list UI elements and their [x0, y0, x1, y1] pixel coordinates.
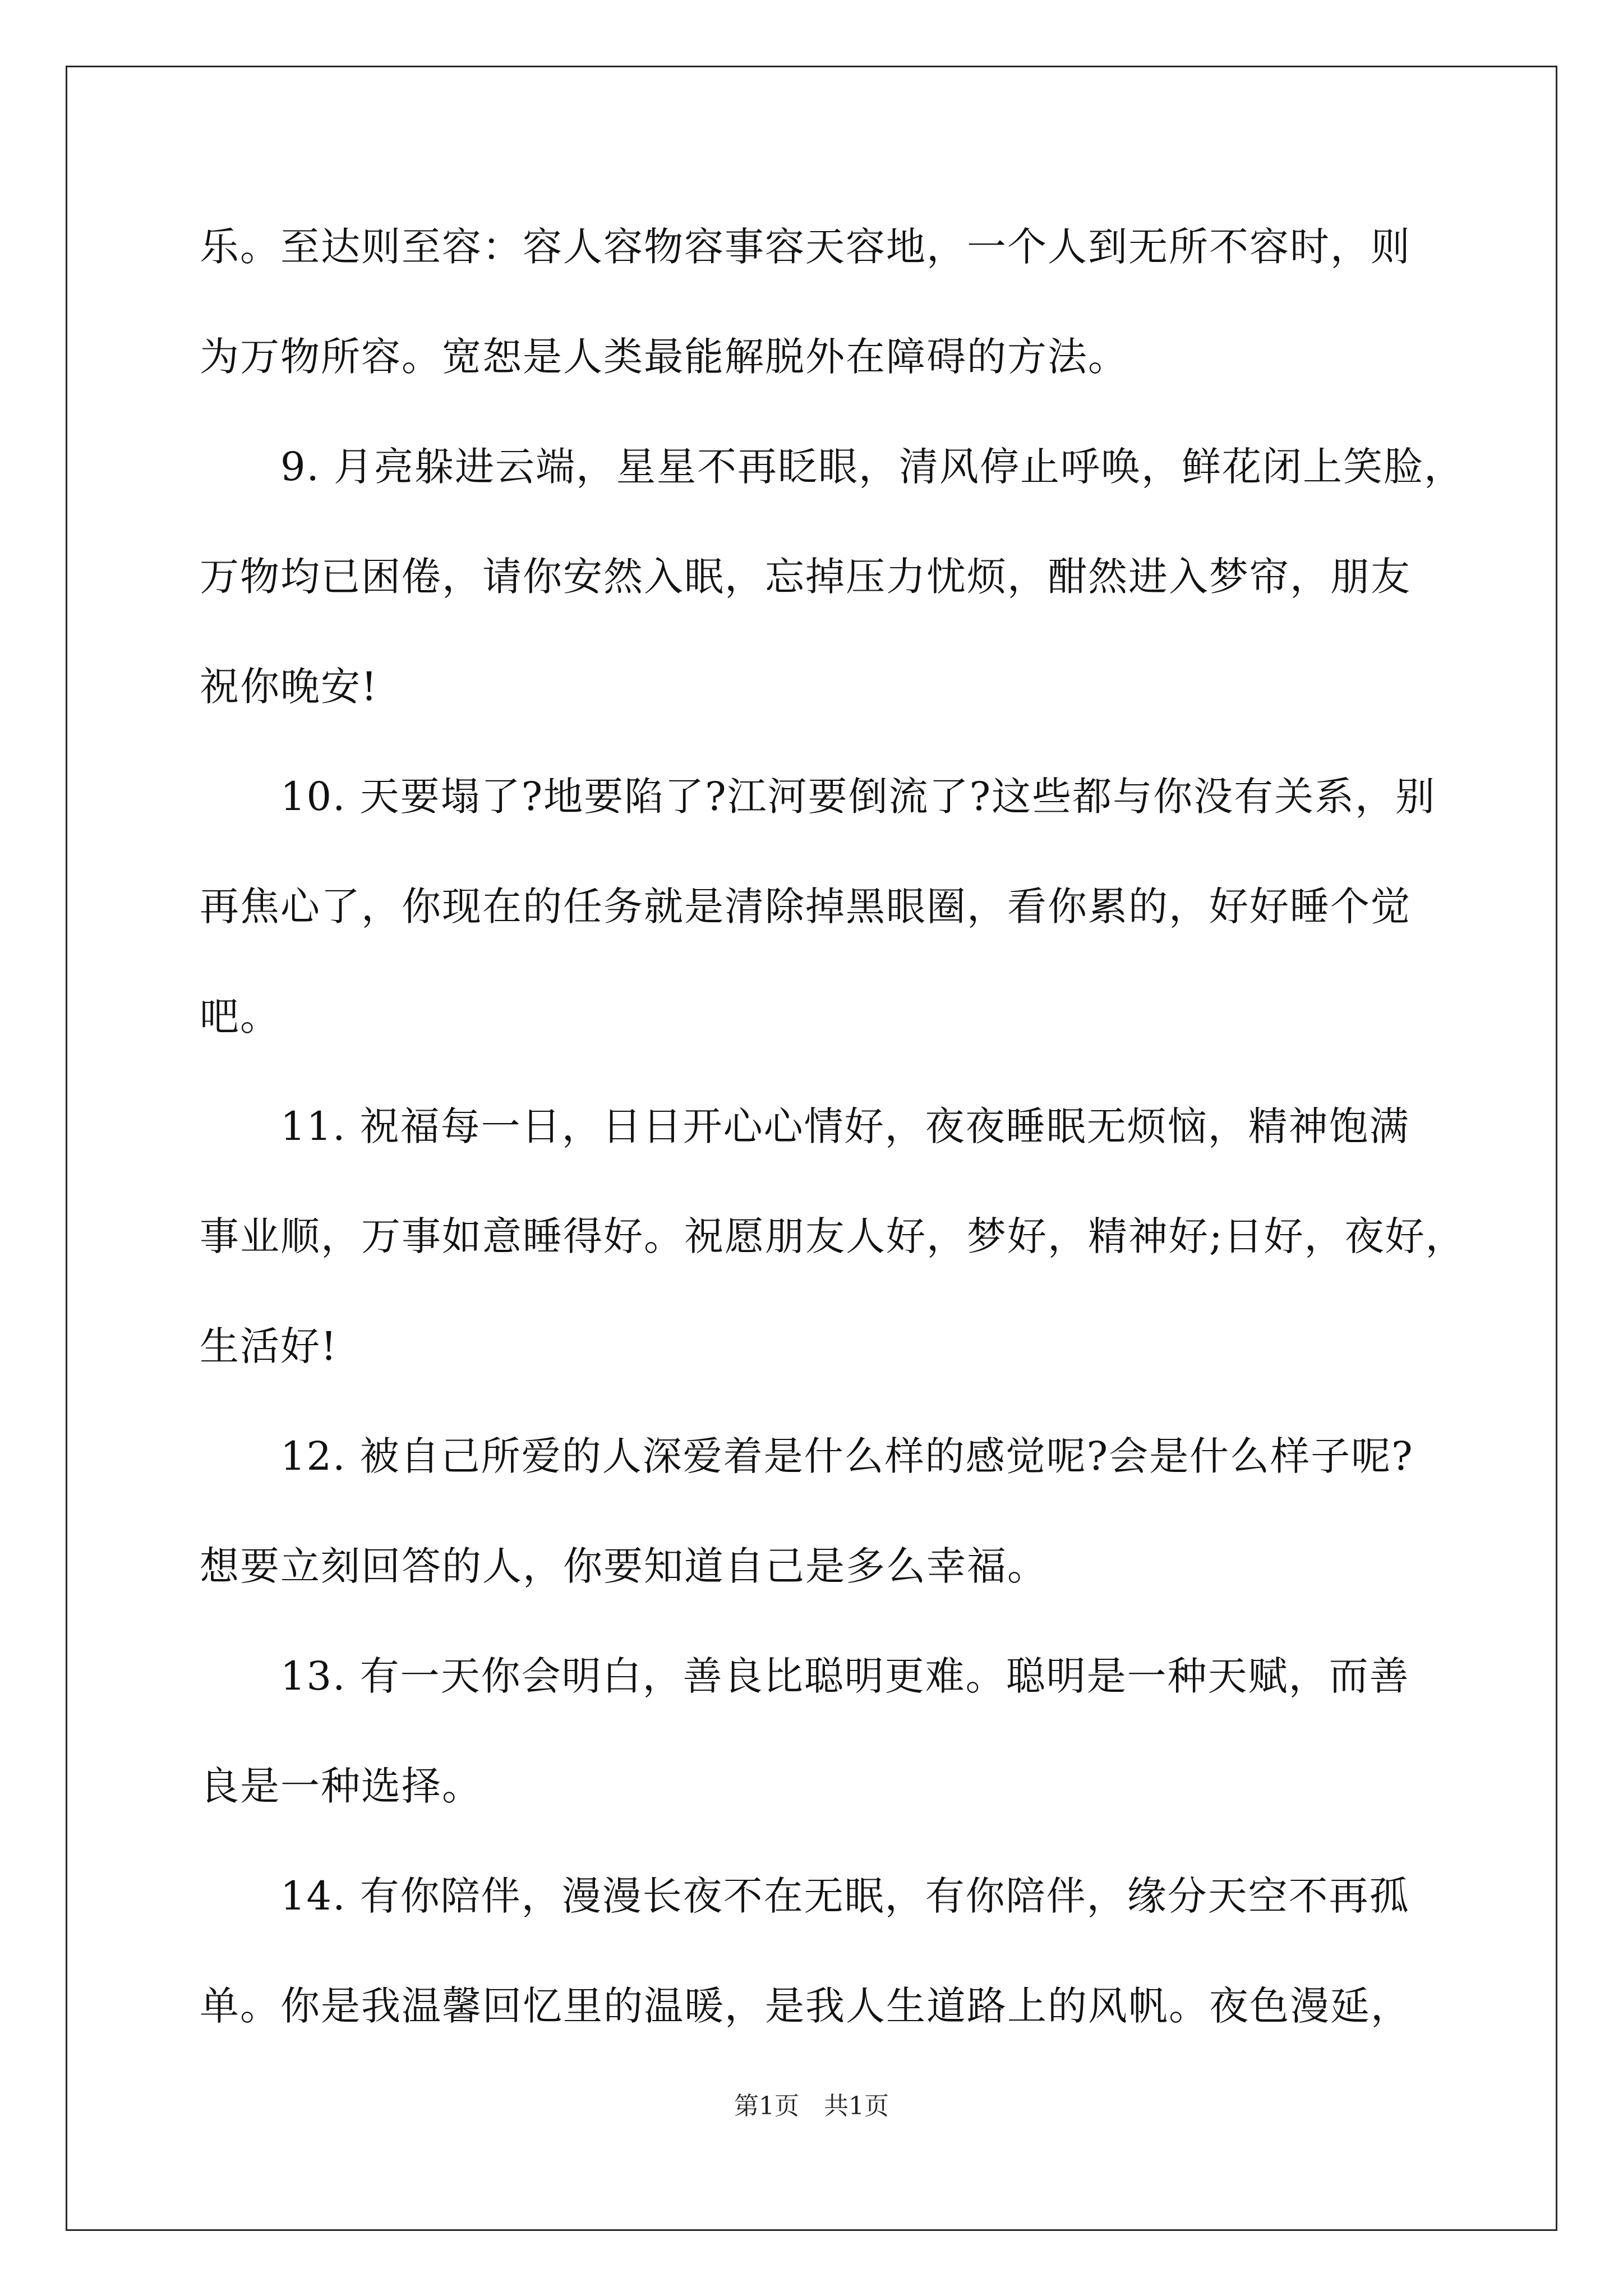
text-line: 12. 被自己所爱的人深爱着是什么样的感觉呢?会是什么样子呢?	[200, 1433, 1414, 1479]
text-line: 吧。	[200, 993, 280, 1039]
text-line: 11. 祝福每一日，日日开心心情好，夜夜睡眠无烦恼，精神饱满	[200, 1103, 1410, 1149]
text-line: 为万物所容。宽恕是人类最能解脱外在障碍的方法。	[200, 334, 1128, 380]
page-footer: 第1页 共1页	[734, 2092, 889, 2120]
text-line: 万物均已困倦，请你安然入眠，忘掉压力忧烦，酣然进入梦帘，朋友	[200, 554, 1411, 600]
text-line: 14. 有你陪伴，漫漫长夜不在无眠，有你陪伴，缘分天空不再孤	[200, 1873, 1410, 1919]
text-line: 良是一种选择。	[200, 1763, 482, 1809]
text-line: 想要立刻回答的人，你要知道自己是多么幸福。	[200, 1543, 1048, 1589]
text-line: 9. 月亮躲进云端，星星不再眨眼，清风停止呼唤，鲜花闭上笑脸，	[200, 444, 1465, 490]
text-line: 单。你是我温馨回忆里的温暖，是我人生道路上的风帆。夜色漫延，	[200, 1983, 1411, 2029]
text-line: 13. 有一天你会明白，善良比聪明更难。聪明是一种天赋，而善	[200, 1653, 1410, 1699]
text-line: 乐。至达则至容：容人容物容事容天容地，一个人到无所不容时，则	[200, 224, 1411, 270]
text-line: 祝你晚安!	[200, 664, 379, 710]
text-line: 事业顺，万事如意睡得好。祝愿朋友人好，梦好，精神好;日好，夜好，	[200, 1213, 1466, 1259]
text-line: 10. 天要塌了?地要陷了?江河要倒流了?这些都与你没有关系，别	[200, 774, 1436, 820]
text-line: 生活好!	[200, 1323, 338, 1369]
text-line: 再焦心了，你现在的任务就是清除掉黑眼圈，看你累的，好好睡个觉	[200, 884, 1411, 930]
